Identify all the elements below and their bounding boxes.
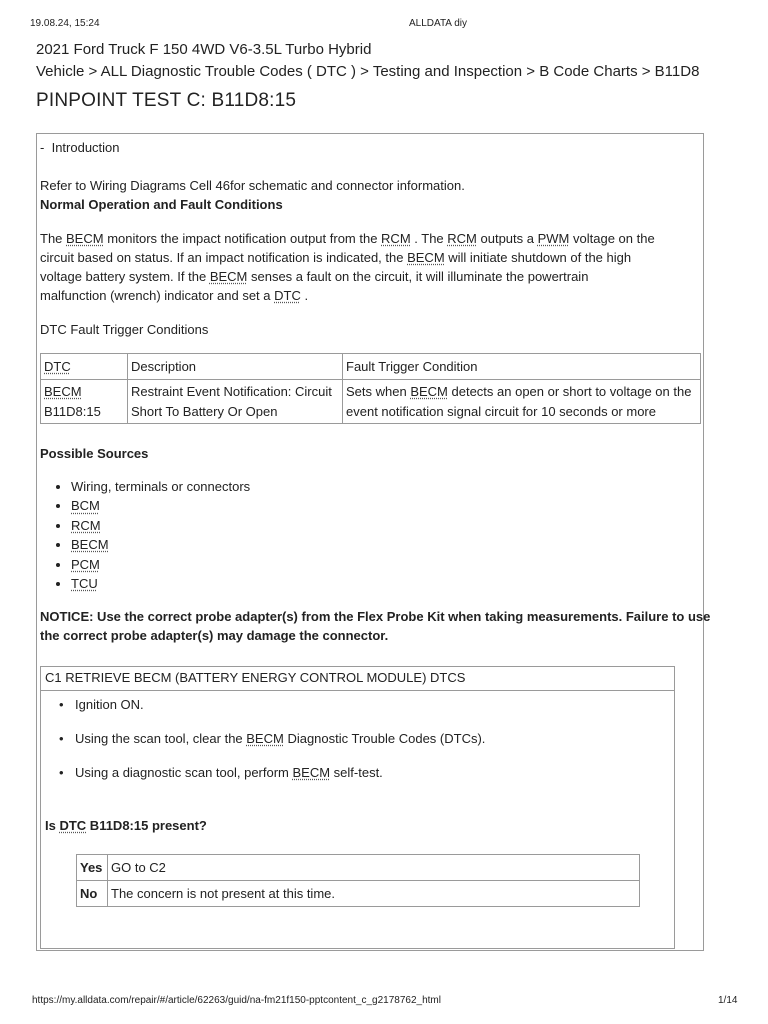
print-url: https://my.alldata.com/repair/#/article/62263/guid/na-fm21f150-pptcontent_c_g2178762_html	[32, 995, 441, 1006]
breadcrumb[interactable]: Vehicle > ALL Diagnostic Trouble Codes ( DTC ) > Testing and Inspection > B Code Charts > B11D8	[36, 63, 700, 80]
abbr-becm[interactable]: BECM	[44, 384, 82, 399]
list-item: Using the scan tool, clear the BECM Diagnostic Trouble Codes (DTCs).	[75, 731, 486, 746]
table-header-row	[41, 354, 701, 380]
possible-sources-list	[40, 477, 250, 593]
abbr-becm[interactable]: BECM	[292, 765, 331, 780]
bullet-icon: •	[59, 765, 64, 780]
list-item	[71, 496, 250, 515]
abbr-dtc[interactable]: DTC	[59, 818, 87, 833]
step-c1-title: C1 RETRIEVE BECM (BATTERY ENERGY CONTROL MODULE) DTCS	[45, 670, 466, 685]
answer-yes-action[interactable]: GO to C2	[108, 855, 640, 881]
print-site-name: ALLDATA diy	[409, 18, 467, 29]
col-header-description: Description	[128, 354, 343, 380]
wiring-reference: Refer to Wiring Diagrams Cell 46for schematic and connector information.	[40, 178, 465, 193]
abbr-rcm[interactable]: RCM	[71, 517, 101, 533]
abbr-dtc[interactable]: DTC	[274, 288, 301, 303]
page-title: PINPOINT TEST C: B11D8:15	[36, 90, 297, 111]
answer-table	[76, 854, 640, 907]
abbr-pwm[interactable]: PWM	[537, 231, 570, 246]
notice-line-1: NOTICE: Use the correct probe adapter(s) from the Flex Probe Kit when taking measurements. Failure to use	[40, 609, 711, 624]
possible-sources-heading: Possible Sources	[40, 446, 149, 461]
abbr-becm[interactable]: BECM	[410, 384, 448, 399]
table-row	[77, 881, 640, 907]
list-item: Ignition ON.	[75, 697, 144, 712]
trigger-conditions-heading: DTC Fault Trigger Conditions	[40, 322, 209, 337]
step-c1-question: Is DTC B11D8:15 present?	[45, 818, 207, 833]
abbr-becm[interactable]: BECM	[209, 269, 248, 284]
bullet-icon: •	[59, 731, 64, 746]
normal-operation-text: The BECM monitors the impact notification output from the RCM . The RCM outputs a PWM voltage on the circuit based on status. If an impact notification is indicated, the BECM will initiate shutdown of the high voltage battery system. If the BECM senses a fault on the circuit, it will illuminate the powertrain malfunction (wrench) indicator and set a DTC .	[40, 231, 655, 303]
introduction-heading: Introduction	[51, 140, 120, 155]
answer-yes-label: Yes	[77, 855, 108, 881]
notice-line-2: the correct probe adapter(s) may damage the connector.	[40, 628, 389, 643]
vehicle-name: 2021 Ford Truck F 150 4WD V6-3.5L Turbo Hybrid	[36, 41, 372, 58]
list-item	[71, 574, 250, 593]
abbr-becm[interactable]: BECM	[407, 250, 445, 265]
list-item	[71, 535, 250, 554]
answer-no-label: No	[77, 881, 108, 907]
col-header-dtc: DTC	[41, 354, 128, 380]
dtc-code: B11D8:15	[44, 403, 101, 419]
abbr-tcu[interactable]: TCU	[71, 576, 98, 592]
list-item	[71, 555, 250, 574]
step-c1-header	[40, 666, 675, 691]
abbr-rcm[interactable]: RCM	[447, 231, 477, 246]
collapse-icon[interactable]: -	[40, 140, 45, 155]
abbr-pcm[interactable]: PCM	[71, 556, 100, 572]
dtc-trigger-table	[40, 353, 701, 424]
print-datetime: 19.08.24, 15:24	[30, 18, 100, 29]
abbr-becm[interactable]: BECM	[66, 231, 104, 246]
list-item: • Wiring, terminals or connectors	[71, 477, 250, 496]
cell-description: Restraint Event Notification: Circuit Short To Battery Or Open	[128, 380, 343, 424]
abbr-rcm[interactable]: RCM	[381, 231, 411, 246]
abbr-becm[interactable]: BECM	[246, 731, 284, 746]
col-header-fault-trigger: Fault Trigger Condition	[343, 354, 701, 380]
abbr-becm[interactable]: BECM	[71, 537, 109, 553]
table-row	[41, 380, 701, 424]
bullet-icon: •	[59, 697, 64, 712]
list-item	[71, 516, 250, 535]
abbr-bcm[interactable]: BCM	[71, 498, 100, 514]
introduction-toggle[interactable]	[40, 138, 120, 157]
answer-no-action: The concern is not present at this time.	[108, 881, 640, 907]
print-page-number: 1/14	[718, 995, 738, 1006]
cell-fault-trigger: Sets when BECM detects an open or short to voltage on the event notification signal circuit for 10 seconds or more	[343, 380, 701, 424]
cell-dtc	[41, 380, 128, 424]
table-row	[77, 855, 640, 881]
list-item: Using a diagnostic scan tool, perform BECM self-test.	[75, 765, 383, 780]
normal-operation-heading: Normal Operation and Fault Conditions	[40, 197, 283, 212]
